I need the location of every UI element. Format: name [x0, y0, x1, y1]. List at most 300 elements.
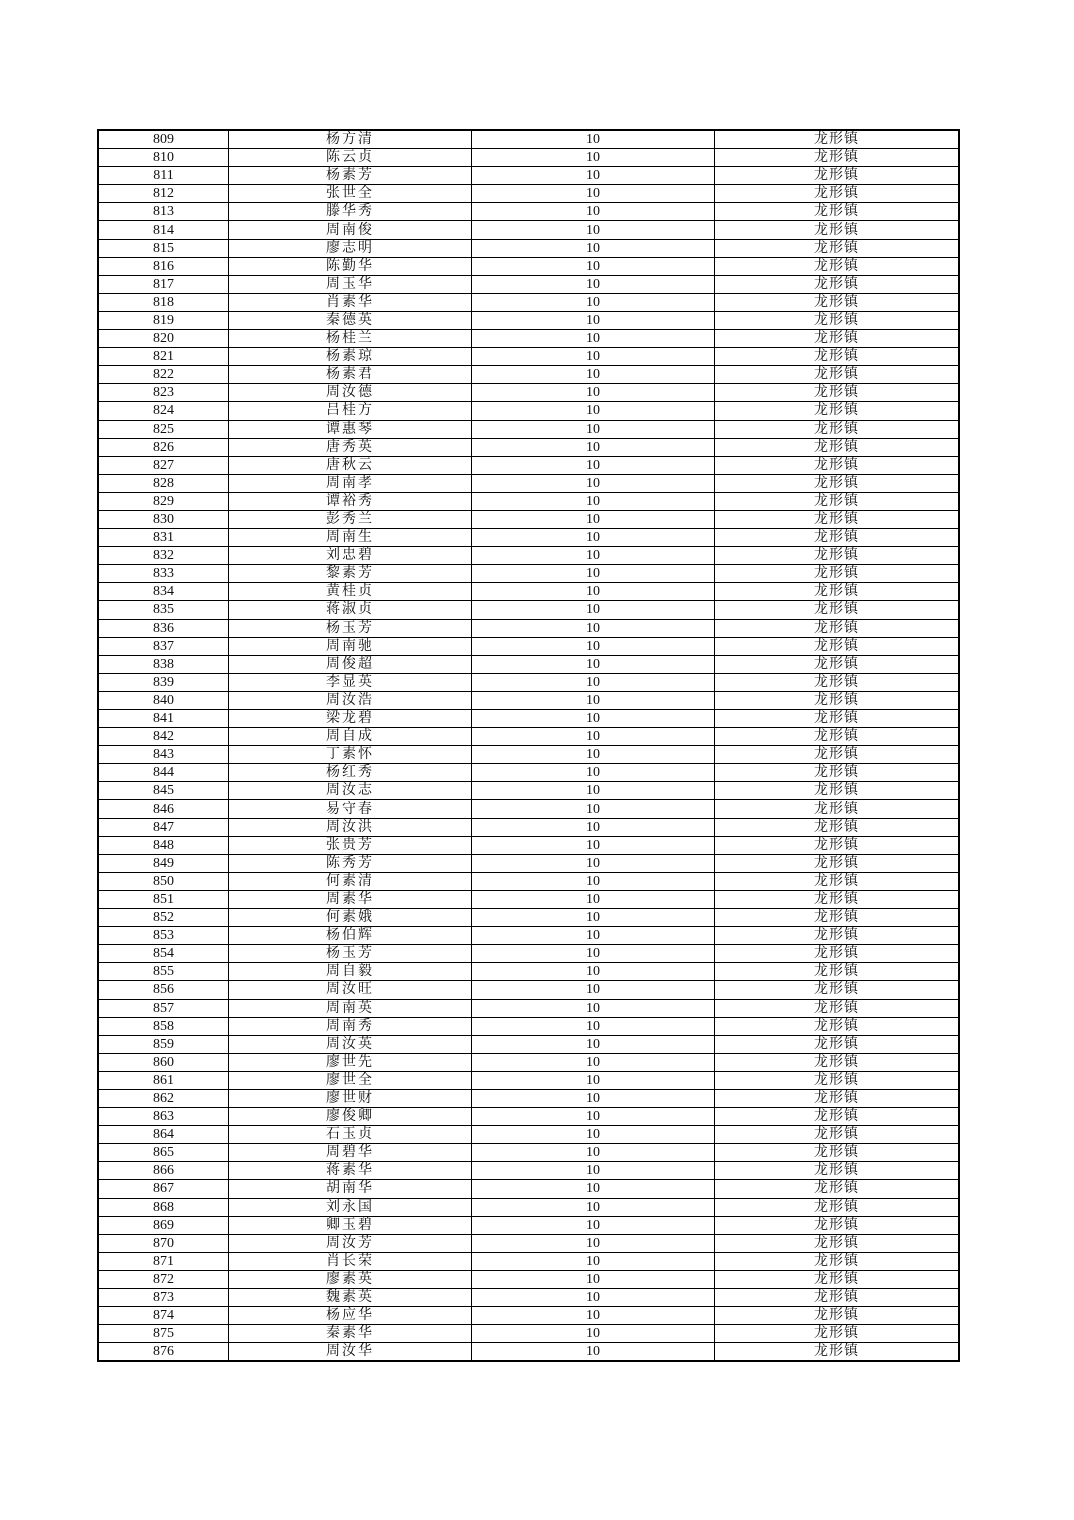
serial-number-cell: 874: [98, 1307, 229, 1325]
roster-table-body: [98, 130, 959, 1361]
table-row: [98, 1089, 959, 1107]
amount-cell: 10: [472, 1108, 715, 1126]
amount-cell: 10: [472, 330, 715, 348]
serial-number-cell: 856: [98, 981, 229, 999]
table-row: [98, 275, 959, 293]
serial-number-cell: 823: [98, 384, 229, 402]
table-row: [98, 311, 959, 329]
serial-number-cell: 872: [98, 1270, 229, 1288]
serial-number-cell: 839: [98, 673, 229, 691]
serial-number-cell: 859: [98, 1035, 229, 1053]
serial-number-cell: 860: [98, 1053, 229, 1071]
serial-number-cell: 829: [98, 492, 229, 510]
table-row: [98, 456, 959, 474]
town-cell: 龙形镇: [715, 836, 960, 854]
town-cell: 龙形镇: [715, 909, 960, 927]
amount-cell: 10: [472, 221, 715, 239]
amount-cell: 10: [472, 1053, 715, 1071]
amount-cell: 10: [472, 474, 715, 492]
serial-number-cell: 824: [98, 402, 229, 420]
person-name-cell: 周汝洪: [229, 818, 472, 836]
amount-cell: 10: [472, 1071, 715, 1089]
serial-number-cell: 822: [98, 366, 229, 384]
amount-cell: 10: [472, 710, 715, 728]
town-cell: 龙形镇: [715, 149, 960, 167]
serial-number-cell: 855: [98, 963, 229, 981]
person-name-cell: 周汝志: [229, 782, 472, 800]
table-row: [98, 927, 959, 945]
person-name-cell: 卿玉碧: [229, 1216, 472, 1234]
person-name-cell: 周汝英: [229, 1035, 472, 1053]
amount-cell: 10: [472, 1035, 715, 1053]
town-cell: 龙形镇: [715, 1289, 960, 1307]
table-row: [98, 655, 959, 673]
table-row: [98, 691, 959, 709]
town-cell: 龙形镇: [715, 348, 960, 366]
serial-number-cell: 862: [98, 1089, 229, 1107]
town-cell: 龙形镇: [715, 710, 960, 728]
person-name-cell: 肖长荣: [229, 1252, 472, 1270]
person-name-cell: 杨桂兰: [229, 330, 472, 348]
table-row: [98, 782, 959, 800]
person-name-cell: 蒋淑贞: [229, 601, 472, 619]
person-name-cell: 杨玉芳: [229, 619, 472, 637]
person-name-cell: 周自毅: [229, 963, 472, 981]
table-row: [98, 293, 959, 311]
amount-cell: 10: [472, 872, 715, 890]
town-cell: 龙形镇: [715, 999, 960, 1017]
person-name-cell: 杨素君: [229, 366, 472, 384]
person-name-cell: 易守春: [229, 800, 472, 818]
serial-number-cell: 830: [98, 510, 229, 528]
town-cell: 龙形镇: [715, 185, 960, 203]
town-cell: 龙形镇: [715, 1126, 960, 1144]
person-name-cell: 张世全: [229, 185, 472, 203]
document-sheet: [97, 129, 955, 1362]
town-cell: 龙形镇: [715, 890, 960, 908]
serial-number-cell: 815: [98, 239, 229, 257]
town-cell: 龙形镇: [715, 872, 960, 890]
person-name-cell: 廖志明: [229, 239, 472, 257]
amount-cell: 10: [472, 854, 715, 872]
person-name-cell: 杨伯辉: [229, 927, 472, 945]
serial-number-cell: 831: [98, 529, 229, 547]
table-row: [98, 764, 959, 782]
serial-number-cell: 864: [98, 1126, 229, 1144]
table-row: [98, 818, 959, 836]
serial-number-cell: 810: [98, 149, 229, 167]
table-row: [98, 1035, 959, 1053]
amount-cell: 10: [472, 1252, 715, 1270]
serial-number-cell: 876: [98, 1343, 229, 1362]
person-name-cell: 丁素怀: [229, 746, 472, 764]
town-cell: 龙形镇: [715, 1343, 960, 1362]
town-cell: 龙形镇: [715, 257, 960, 275]
amount-cell: 10: [472, 583, 715, 601]
person-name-cell: 廖素英: [229, 1270, 472, 1288]
town-cell: 龙形镇: [715, 1108, 960, 1126]
person-name-cell: 陈勤华: [229, 257, 472, 275]
person-name-cell: 谭裕秀: [229, 492, 472, 510]
table-row: [98, 167, 959, 185]
table-row: [98, 1252, 959, 1270]
town-cell: 龙形镇: [715, 945, 960, 963]
town-cell: 龙形镇: [715, 1216, 960, 1234]
table-row: [98, 1162, 959, 1180]
serial-number-cell: 849: [98, 854, 229, 872]
amount-cell: 10: [472, 492, 715, 510]
serial-number-cell: 835: [98, 601, 229, 619]
person-name-cell: 杨红秀: [229, 764, 472, 782]
person-name-cell: 周玉华: [229, 275, 472, 293]
amount-cell: 10: [472, 348, 715, 366]
amount-cell: 10: [472, 1180, 715, 1198]
town-cell: 龙形镇: [715, 1053, 960, 1071]
table-row: [98, 221, 959, 239]
town-cell: 龙形镇: [715, 1017, 960, 1035]
town-cell: 龙形镇: [715, 492, 960, 510]
town-cell: 龙形镇: [715, 655, 960, 673]
table-row: [98, 547, 959, 565]
amount-cell: 10: [472, 510, 715, 528]
table-row: [98, 945, 959, 963]
serial-number-cell: 847: [98, 818, 229, 836]
serial-number-cell: 820: [98, 330, 229, 348]
table-row: [98, 836, 959, 854]
table-row: [98, 1108, 959, 1126]
amount-cell: 10: [472, 167, 715, 185]
person-name-cell: 肖素华: [229, 293, 472, 311]
table-row: [98, 529, 959, 547]
serial-number-cell: 834: [98, 583, 229, 601]
table-row: [98, 1180, 959, 1198]
person-name-cell: 周汝旺: [229, 981, 472, 999]
table-row: [98, 203, 959, 221]
amount-cell: 10: [472, 655, 715, 673]
town-cell: 龙形镇: [715, 1180, 960, 1198]
serial-number-cell: 828: [98, 474, 229, 492]
table-row: [98, 1289, 959, 1307]
serial-number-cell: 833: [98, 565, 229, 583]
town-cell: 龙形镇: [715, 1162, 960, 1180]
amount-cell: 10: [472, 1198, 715, 1216]
person-name-cell: 唐秋云: [229, 456, 472, 474]
town-cell: 龙形镇: [715, 1035, 960, 1053]
serial-number-cell: 866: [98, 1162, 229, 1180]
amount-cell: 10: [472, 203, 715, 221]
serial-number-cell: 842: [98, 728, 229, 746]
serial-number-cell: 843: [98, 746, 229, 764]
serial-number-cell: 813: [98, 203, 229, 221]
amount-cell: 10: [472, 999, 715, 1017]
town-cell: 龙形镇: [715, 130, 960, 149]
person-name-cell: 杨玉芳: [229, 945, 472, 963]
person-name-cell: 秦素华: [229, 1325, 472, 1343]
person-name-cell: 杨方清: [229, 130, 472, 149]
town-cell: 龙形镇: [715, 800, 960, 818]
serial-number-cell: 873: [98, 1289, 229, 1307]
roster-table: [97, 129, 960, 1362]
person-name-cell: 刘永国: [229, 1198, 472, 1216]
table-row: [98, 872, 959, 890]
serial-number-cell: 841: [98, 710, 229, 728]
town-cell: 龙形镇: [715, 1144, 960, 1162]
person-name-cell: 梁龙碧: [229, 710, 472, 728]
town-cell: 龙形镇: [715, 239, 960, 257]
town-cell: 龙形镇: [715, 510, 960, 528]
person-name-cell: 杨应华: [229, 1307, 472, 1325]
serial-number-cell: 871: [98, 1252, 229, 1270]
person-name-cell: 杨素芳: [229, 167, 472, 185]
serial-number-cell: 848: [98, 836, 229, 854]
town-cell: 龙形镇: [715, 1270, 960, 1288]
serial-number-cell: 851: [98, 890, 229, 908]
person-name-cell: 何素清: [229, 872, 472, 890]
town-cell: 龙形镇: [715, 728, 960, 746]
amount-cell: 10: [472, 782, 715, 800]
serial-number-cell: 818: [98, 293, 229, 311]
table-row: [98, 1307, 959, 1325]
amount-cell: 10: [472, 1216, 715, 1234]
table-row: [98, 619, 959, 637]
table-row: [98, 420, 959, 438]
town-cell: 龙形镇: [715, 366, 960, 384]
town-cell: 龙形镇: [715, 529, 960, 547]
town-cell: 龙形镇: [715, 673, 960, 691]
town-cell: 龙形镇: [715, 601, 960, 619]
table-row: [98, 330, 959, 348]
person-name-cell: 吕桂方: [229, 402, 472, 420]
serial-number-cell: 817: [98, 275, 229, 293]
serial-number-cell: 819: [98, 311, 229, 329]
table-row: [98, 239, 959, 257]
amount-cell: 10: [472, 1325, 715, 1343]
table-row: [98, 637, 959, 655]
person-name-cell: 周南俊: [229, 221, 472, 239]
town-cell: 龙形镇: [715, 1198, 960, 1216]
amount-cell: 10: [472, 1017, 715, 1035]
person-name-cell: 陈云贞: [229, 149, 472, 167]
table-row: [98, 1234, 959, 1252]
table-row: [98, 1071, 959, 1089]
amount-cell: 10: [472, 529, 715, 547]
town-cell: 龙形镇: [715, 963, 960, 981]
table-row: [98, 1144, 959, 1162]
table-row: [98, 673, 959, 691]
serial-number-cell: 869: [98, 1216, 229, 1234]
table-row: [98, 1343, 959, 1362]
amount-cell: 10: [472, 637, 715, 655]
serial-number-cell: 854: [98, 945, 229, 963]
town-cell: 龙形镇: [715, 746, 960, 764]
table-row: [98, 710, 959, 728]
table-row: [98, 981, 959, 999]
town-cell: 龙形镇: [715, 420, 960, 438]
table-row: [98, 510, 959, 528]
person-name-cell: 周汝芳: [229, 1234, 472, 1252]
amount-cell: 10: [472, 456, 715, 474]
person-name-cell: 廖俊卿: [229, 1108, 472, 1126]
person-name-cell: 何素娥: [229, 909, 472, 927]
serial-number-cell: 826: [98, 438, 229, 456]
table-row: [98, 130, 959, 149]
amount-cell: 10: [472, 402, 715, 420]
amount-cell: 10: [472, 130, 715, 149]
serial-number-cell: 812: [98, 185, 229, 203]
person-name-cell: 周自成: [229, 728, 472, 746]
serial-number-cell: 868: [98, 1198, 229, 1216]
amount-cell: 10: [472, 728, 715, 746]
serial-number-cell: 837: [98, 637, 229, 655]
serial-number-cell: 827: [98, 456, 229, 474]
person-name-cell: 魏素英: [229, 1289, 472, 1307]
serial-number-cell: 861: [98, 1071, 229, 1089]
person-name-cell: 谭惠琴: [229, 420, 472, 438]
amount-cell: 10: [472, 890, 715, 908]
person-name-cell: 唐秀英: [229, 438, 472, 456]
person-name-cell: 周汝华: [229, 1343, 472, 1362]
amount-cell: 10: [472, 1144, 715, 1162]
town-cell: 龙形镇: [715, 438, 960, 456]
serial-number-cell: 845: [98, 782, 229, 800]
table-row: [98, 438, 959, 456]
table-row: [98, 800, 959, 818]
person-name-cell: 周南驰: [229, 637, 472, 655]
amount-cell: 10: [472, 691, 715, 709]
person-name-cell: 黎素芳: [229, 565, 472, 583]
serial-number-cell: 852: [98, 909, 229, 927]
table-row: [98, 1198, 959, 1216]
person-name-cell: 周南孝: [229, 474, 472, 492]
table-row: [98, 601, 959, 619]
serial-number-cell: 858: [98, 1017, 229, 1035]
table-row: [98, 348, 959, 366]
amount-cell: 10: [472, 746, 715, 764]
town-cell: 龙形镇: [715, 1089, 960, 1107]
table-row: [98, 1053, 959, 1071]
person-name-cell: 廖世全: [229, 1071, 472, 1089]
table-row: [98, 963, 959, 981]
serial-number-cell: 867: [98, 1180, 229, 1198]
serial-number-cell: 809: [98, 130, 229, 149]
person-name-cell: 刘忠碧: [229, 547, 472, 565]
person-name-cell: 李显英: [229, 673, 472, 691]
person-name-cell: 周素华: [229, 890, 472, 908]
serial-number-cell: 853: [98, 927, 229, 945]
amount-cell: 10: [472, 1270, 715, 1288]
person-name-cell: 廖世财: [229, 1089, 472, 1107]
town-cell: 龙形镇: [715, 565, 960, 583]
serial-number-cell: 825: [98, 420, 229, 438]
person-name-cell: 廖世先: [229, 1053, 472, 1071]
table-row: [98, 474, 959, 492]
town-cell: 龙形镇: [715, 764, 960, 782]
town-cell: 龙形镇: [715, 619, 960, 637]
table-row: [98, 999, 959, 1017]
table-row: [98, 1325, 959, 1343]
serial-number-cell: 846: [98, 800, 229, 818]
amount-cell: 10: [472, 673, 715, 691]
person-name-cell: 秦德英: [229, 311, 472, 329]
amount-cell: 10: [472, 963, 715, 981]
person-name-cell: 陈秀芳: [229, 854, 472, 872]
amount-cell: 10: [472, 384, 715, 402]
town-cell: 龙形镇: [715, 1252, 960, 1270]
town-cell: 龙形镇: [715, 311, 960, 329]
town-cell: 龙形镇: [715, 474, 960, 492]
table-row: [98, 854, 959, 872]
serial-number-cell: 875: [98, 1325, 229, 1343]
serial-number-cell: 870: [98, 1234, 229, 1252]
amount-cell: 10: [472, 438, 715, 456]
amount-cell: 10: [472, 1089, 715, 1107]
person-name-cell: 周碧华: [229, 1144, 472, 1162]
person-name-cell: 胡南华: [229, 1180, 472, 1198]
table-row: [98, 565, 959, 583]
town-cell: 龙形镇: [715, 583, 960, 601]
person-name-cell: 杨素琼: [229, 348, 472, 366]
serial-number-cell: 863: [98, 1108, 229, 1126]
table-row: [98, 402, 959, 420]
town-cell: 龙形镇: [715, 330, 960, 348]
amount-cell: 10: [472, 239, 715, 257]
town-cell: 龙形镇: [715, 691, 960, 709]
town-cell: 龙形镇: [715, 1307, 960, 1325]
amount-cell: 10: [472, 981, 715, 999]
table-row: [98, 909, 959, 927]
table-row: [98, 583, 959, 601]
amount-cell: 10: [472, 927, 715, 945]
town-cell: 龙形镇: [715, 167, 960, 185]
serial-number-cell: 840: [98, 691, 229, 709]
amount-cell: 10: [472, 149, 715, 167]
serial-number-cell: 857: [98, 999, 229, 1017]
serial-number-cell: 816: [98, 257, 229, 275]
town-cell: 龙形镇: [715, 637, 960, 655]
town-cell: 龙形镇: [715, 221, 960, 239]
serial-number-cell: 814: [98, 221, 229, 239]
town-cell: 龙形镇: [715, 782, 960, 800]
amount-cell: 10: [472, 909, 715, 927]
town-cell: 龙形镇: [715, 547, 960, 565]
person-name-cell: 黄桂贞: [229, 583, 472, 601]
serial-number-cell: 811: [98, 167, 229, 185]
person-name-cell: 周南生: [229, 529, 472, 547]
town-cell: 龙形镇: [715, 456, 960, 474]
amount-cell: 10: [472, 293, 715, 311]
town-cell: 龙形镇: [715, 927, 960, 945]
serial-number-cell: 836: [98, 619, 229, 637]
serial-number-cell: 838: [98, 655, 229, 673]
table-row: [98, 149, 959, 167]
person-name-cell: 周南秀: [229, 1017, 472, 1035]
amount-cell: 10: [472, 565, 715, 583]
amount-cell: 10: [472, 764, 715, 782]
table-row: [98, 492, 959, 510]
amount-cell: 10: [472, 311, 715, 329]
amount-cell: 10: [472, 945, 715, 963]
amount-cell: 10: [472, 1234, 715, 1252]
amount-cell: 10: [472, 1307, 715, 1325]
amount-cell: 10: [472, 275, 715, 293]
person-name-cell: 蒋素华: [229, 1162, 472, 1180]
person-name-cell: 张贵芳: [229, 836, 472, 854]
town-cell: 龙形镇: [715, 384, 960, 402]
amount-cell: 10: [472, 366, 715, 384]
serial-number-cell: 832: [98, 547, 229, 565]
table-row: [98, 384, 959, 402]
town-cell: 龙形镇: [715, 854, 960, 872]
